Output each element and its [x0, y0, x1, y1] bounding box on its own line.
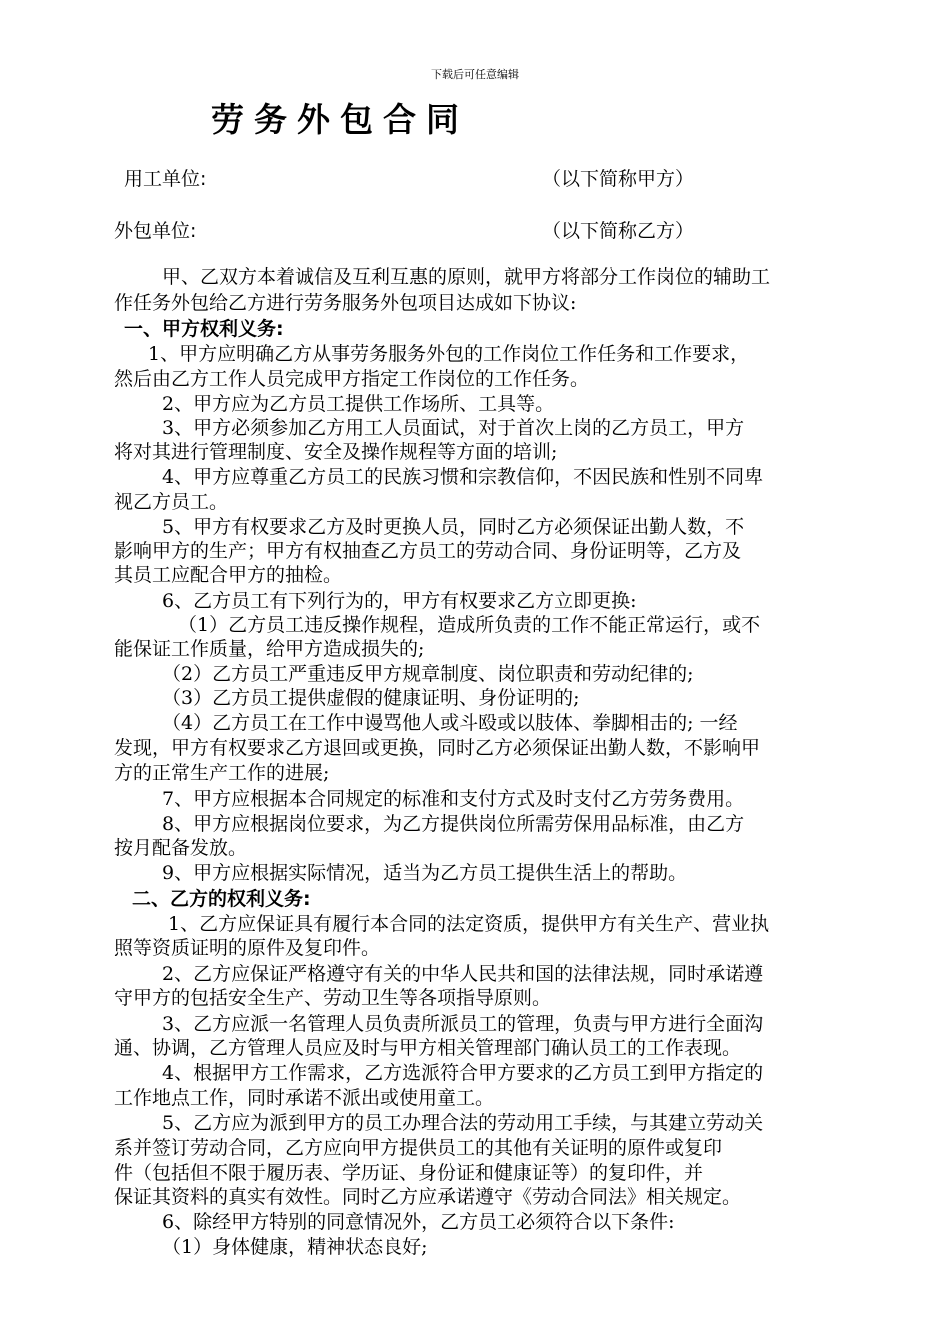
body-line: 系并签订劳动合同，乙方应向甲方提供员工的其他有关证明的原件或复印	[114, 1137, 723, 1159]
body-line: 保证其资料的真实有效性。同时乙方应承诺遵守《劳动合同法》相关规定。	[114, 1186, 742, 1208]
body-line: （2）乙方员工严重违反甲方规章制度、岗位职责和劳动纪律的;	[162, 663, 694, 685]
body-line: 6、乙方员工有下列行为的，甲方有权要求乙方立即更换:	[162, 590, 637, 612]
body-line: 3、甲方必须参加乙方用工人员面试，对于首次上岗的乙方员工，甲方	[162, 417, 745, 439]
body-line: 5、甲方有权要求乙方及时更换人员，同时乙方必须保证出勤人数，不	[162, 516, 745, 538]
document-title: 劳务外包合同	[211, 100, 469, 139]
body-line: 6、除经甲方特别的同意情况外，乙方员工必须符合以下条件:	[162, 1211, 675, 1233]
body-line: 方的正常生产工作的进展;	[114, 762, 330, 784]
body-line: 4、根据甲方工作需求，乙方选派符合甲方要求的乙方员工到甲方指定的	[162, 1062, 764, 1084]
body-line: 1、乙方应保证具有履行本合同的法定资质，提供甲方有关生产、营业执	[168, 913, 770, 935]
body-line: 其员工应配合甲方的抽检。	[114, 564, 343, 586]
party-b-row	[114, 216, 695, 243]
body-line: 2、乙方应保证严格遵守有关的中华人民共和国的法律法规，同时承诺遵	[162, 963, 764, 985]
body-line: 工作地点工作，同时承诺不派出或使用童工。	[114, 1087, 495, 1109]
body-line: 8、甲方应根据岗位要求，为乙方提供岗位所需劳保用品标准，由乙方	[162, 813, 745, 835]
body-line: （1）乙方员工违反操作规程，造成所负责的工作不能正常运行，或不	[178, 614, 761, 636]
body-line: 照等资质证明的原件及复印件。	[114, 937, 381, 959]
body-line: 视乙方员工。	[114, 491, 229, 513]
party-b-label: 外包单位:	[114, 220, 197, 242]
body-line: 3、乙方应派一名管理人员负责所派员工的管理，负责与甲方进行全面沟	[162, 1013, 764, 1035]
party-a-suffix: （以下简称甲方）	[542, 168, 695, 190]
body-line: 然后由乙方工作人员完成甲方指定工作岗位的工作任务。	[114, 368, 590, 390]
body-line: 7、甲方应根据本合同规定的标准和支付方式及时支付乙方劳务费用。	[162, 788, 745, 810]
body-line: （4）乙方员工在工作中谩骂他人或斗殴或以肢体、拳脚相击的; 一经	[162, 712, 738, 734]
body-line: 作任务外包给乙方进行劳务服务外包项目达成如下协议:	[114, 292, 577, 314]
body-line: 能保证工作质量，给甲方造成损失的;	[114, 638, 425, 660]
body-line: 2、甲方应为乙方员工提供工作场所、工具等。	[162, 393, 555, 415]
party-a-label: 用工单位:	[124, 168, 207, 190]
body-line: （3）乙方员工提供虚假的健康证明、身份证明的;	[162, 687, 580, 709]
body-line: 5、乙方应为派到甲方的员工办理合法的劳动用工手续，与其建立劳动关	[162, 1112, 764, 1134]
body-line: 影响甲方的生产；甲方有权抽查乙方员工的劳动合同、身份证明等，乙方及	[114, 540, 742, 562]
body-line: 1、甲方应明确乙方从事劳务服务外包的工作岗位工作任务和工作要求，	[148, 343, 750, 365]
party-a-row	[124, 164, 695, 191]
party-b-suffix: （以下简称乙方）	[542, 220, 695, 242]
body-line: 甲、乙双方本着诚信及互利互惠的原则，就甲方将部分工作岗位的辅助工	[162, 266, 771, 288]
section-heading: 二、乙方的权利义务:	[132, 888, 311, 910]
body-line: 将对其进行管理制度、安全及操作规程等方面的培训;	[114, 441, 558, 463]
body-line: 9、甲方应根据实际情况，适当为乙方员工提供生活上的帮助。	[162, 862, 688, 884]
body-line: 守甲方的包括安全生产、劳动卫生等各项指导原则。	[114, 987, 552, 1009]
body-line: （1）身体健康，精神状态良好;	[162, 1236, 428, 1258]
body-line: 发现，甲方有权要求乙方退回或更换，同时乙方必须保证出勤人数，不影响甲	[114, 737, 761, 759]
section-heading: 一、甲方权利义务:	[124, 318, 284, 340]
body-line: 通、协调，乙方管理人员应及时与甲方相关管理部门确认员工的工作表现。	[114, 1037, 742, 1059]
header-note: 下载后可任意编辑	[431, 68, 519, 81]
body-line: 4、甲方应尊重乙方员工的民族习惯和宗教信仰，不因民族和性别不同卑	[162, 466, 764, 488]
body-line: 按月配备发放。	[114, 837, 248, 859]
body-line: 件（包括但不限于履历表、学历证、身份证和健康证等）的复印件，并	[114, 1162, 704, 1184]
